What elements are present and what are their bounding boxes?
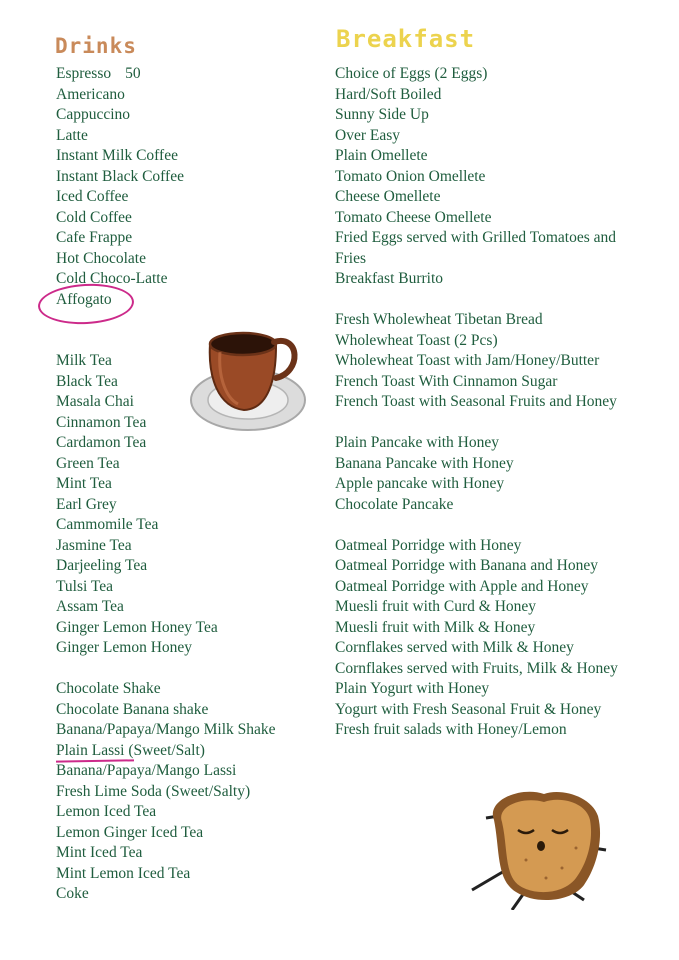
spacer bbox=[56, 659, 276, 680]
menu-item: Mint Iced Tea bbox=[56, 844, 143, 861]
menu-item: Plain Lassi (Sweet/Salt) bbox=[56, 741, 205, 759]
menu-item: Lemon Iced Tea bbox=[56, 803, 157, 820]
menu-item: Fresh Lime Soda (Sweet/Salty) bbox=[56, 782, 251, 800]
menu-item: Muesli fruit with Curd & Honey bbox=[335, 598, 537, 615]
menu-item: Cornflakes served with Fruits, Milk & Honey bbox=[335, 659, 618, 677]
menu-item: Banana/Papaya/Mango Milk Shake bbox=[56, 721, 276, 738]
menu-item: Apple pancake with Honey bbox=[335, 475, 505, 492]
menu-item: Over Easy bbox=[335, 126, 400, 144]
menu-item: Coke bbox=[56, 885, 89, 902]
menu-item: Latte bbox=[56, 126, 88, 144]
coffee-cup-icon bbox=[188, 322, 310, 438]
menu-item: Breakfast Burrito bbox=[335, 270, 444, 287]
menu-item: Chocolate Shake bbox=[56, 680, 161, 697]
menu-item: Iced Coffee bbox=[56, 188, 129, 205]
menu-item: Lemon Ginger Iced Tea bbox=[56, 823, 204, 841]
menu-item: Plain Yogurt with Honey bbox=[335, 680, 490, 697]
drinks-heading: Drinks bbox=[55, 34, 137, 58]
menu-item: Wholewheat Toast with Jam/Honey/Butter bbox=[335, 352, 600, 369]
menu-item: Milk Tea bbox=[56, 352, 112, 369]
menu-item: Plain Pancake with Honey bbox=[335, 434, 500, 451]
menu-item: Choice of Eggs (2 Eggs) bbox=[335, 65, 488, 82]
menu-item: Cammomile Tea bbox=[56, 516, 159, 533]
menu-item: Earl Grey bbox=[56, 495, 117, 513]
menu-item: Fried Eggs served with Grilled Tomatoes and bbox=[335, 229, 617, 246]
menu-item: Americano bbox=[56, 85, 125, 103]
menu-item: Cold Choco-Latte bbox=[56, 270, 168, 287]
menu-item: Chocolate Banana shake bbox=[56, 700, 209, 718]
menu-item: Cinnamon Tea bbox=[56, 413, 147, 431]
menu-item: Masala Chai bbox=[56, 393, 134, 410]
menu-item: Oatmeal Porridge with Banana and Honey bbox=[335, 557, 598, 574]
menu-item: Hard/Soft Boiled bbox=[335, 85, 442, 103]
menu-item: Tulsi Tea bbox=[56, 577, 114, 595]
menu-item: Wholewheat Toast (2 Pcs) bbox=[335, 331, 498, 349]
menu-item: Cheese Omellete bbox=[335, 188, 441, 205]
menu-item: Affogato bbox=[56, 290, 112, 308]
menu-item: Fresh fruit salads with Honey/Lemon bbox=[335, 721, 567, 738]
menu-item: Assam Tea bbox=[56, 598, 124, 615]
menu-item: Darjeeling Tea bbox=[56, 557, 148, 574]
menu-item: Yogurt with Fresh Seasonal Fruit & Honey bbox=[335, 700, 602, 718]
spacer bbox=[335, 290, 618, 311]
menu-item: Green Tea bbox=[56, 454, 120, 472]
menu-item: French Toast with Seasonal Fruits and Honey bbox=[335, 393, 617, 410]
menu-item: Instant Black Coffee bbox=[56, 167, 184, 185]
menu-item: Plain Omellete bbox=[335, 147, 428, 164]
menu-item: Espresso 50 bbox=[56, 65, 141, 82]
menu-item: Banana Pancake with Honey bbox=[335, 454, 514, 472]
menu-item: Mint Tea bbox=[56, 475, 112, 492]
menu-item: French Toast With Cinnamon Sugar bbox=[335, 372, 558, 390]
menu-item: Sunny Side Up bbox=[335, 106, 429, 123]
menu-item: Black Tea bbox=[56, 372, 118, 390]
toast-character-icon bbox=[466, 790, 616, 910]
menu-item: Fresh Wholewheat Tibetan Bread bbox=[335, 311, 543, 328]
menu-item: Hot Chocolate bbox=[56, 249, 146, 267]
menu-item: Instant Milk Coffee bbox=[56, 147, 178, 164]
spacer bbox=[335, 413, 618, 434]
spacer bbox=[335, 515, 618, 536]
menu-item: Cardamon Tea bbox=[56, 434, 147, 451]
menu-item: Mint Lemon Iced Tea bbox=[56, 864, 191, 882]
menu-item: Oatmeal Porridge with Honey bbox=[335, 536, 522, 554]
menu-item: Cafe Frappe bbox=[56, 229, 133, 246]
menu-item: Chocolate Pancake bbox=[335, 495, 454, 513]
menu-item: Tomato Onion Omellete bbox=[335, 167, 486, 185]
menu-item: Cornflakes served with Milk & Honey bbox=[335, 639, 574, 656]
breakfast-heading: Breakfast bbox=[336, 25, 476, 53]
price: 50 bbox=[125, 65, 141, 82]
menu-item: Oatmeal Porridge with Apple and Honey bbox=[335, 577, 589, 595]
menu-item: Fries bbox=[335, 249, 366, 267]
menu-item: Cappuccino bbox=[56, 106, 131, 123]
menu-item: Jasmine Tea bbox=[56, 536, 132, 554]
menu-item: Ginger Lemon Honey Tea bbox=[56, 618, 218, 636]
menu-item: Tomato Cheese Omellete bbox=[335, 208, 492, 226]
breakfast-list bbox=[335, 64, 618, 741]
menu-item: Muesli fruit with Milk & Honey bbox=[335, 618, 536, 636]
menu-item: Banana/Papaya/Mango Lassi bbox=[56, 762, 237, 779]
drinks-list bbox=[56, 64, 276, 905]
menu-item: Ginger Lemon Honey bbox=[56, 639, 193, 656]
menu-item: Cold Coffee bbox=[56, 208, 132, 226]
